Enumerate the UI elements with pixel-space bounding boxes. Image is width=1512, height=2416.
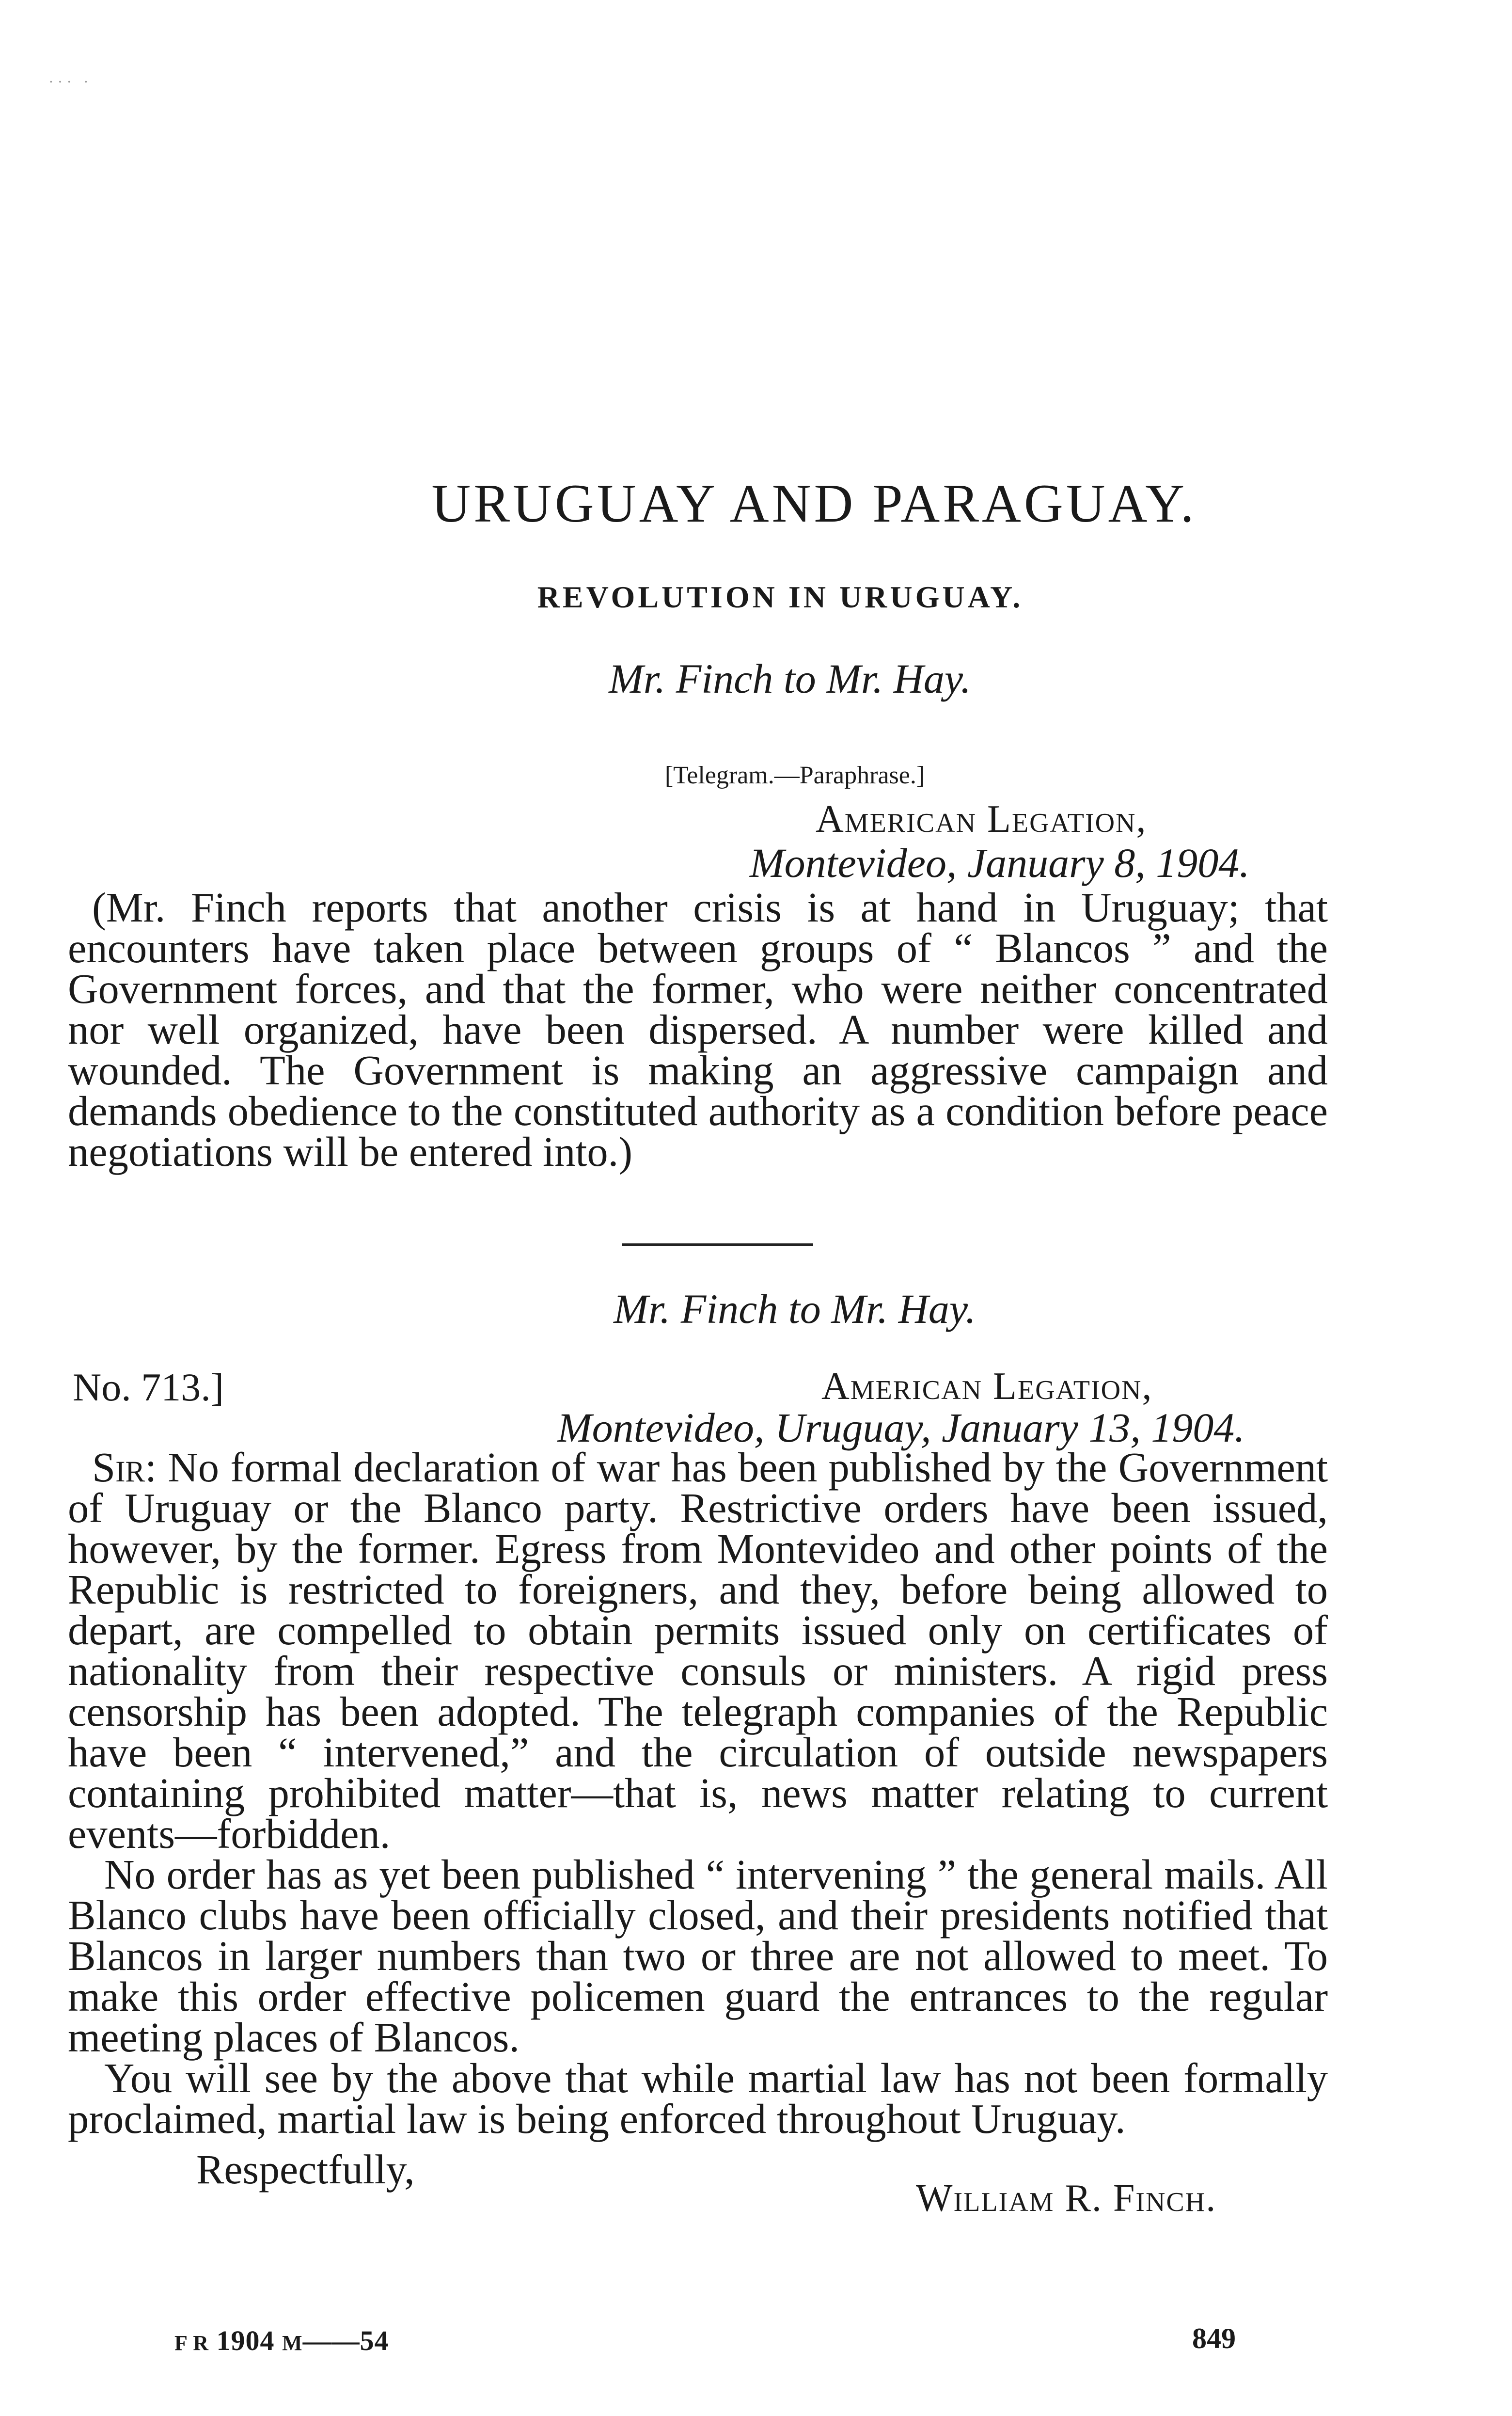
signature: William R. Finch. <box>916 2177 1217 2220</box>
section-title: REVOLUTION IN URUGUAY. <box>537 580 1024 614</box>
letter-heading: Mr. Finch to Mr. Hay. <box>614 1286 976 1332</box>
telegram-body <box>68 884 1328 1175</box>
page-number: 849 <box>1192 2322 1236 2354</box>
footer-code-suffix: ——54 <box>302 2325 389 2356</box>
footer-code-year: 1904 <box>216 2325 275 2356</box>
letter-place-date: Montevideo, Uruguay, January 13, 1904. <box>557 1404 1245 1451</box>
telegram-heading: Mr. Finch to Mr. Hay. <box>609 655 971 702</box>
section-divider <box>622 1243 813 1246</box>
letter-legation: American Legation, <box>821 1365 1153 1408</box>
page-title: URUGUAY AND PARAGUAY. <box>431 474 1197 534</box>
telegram-place-date: Montevideo, January 8, 1904. <box>750 840 1250 886</box>
letter-paragraph-1 <box>68 1444 1328 1857</box>
salutation: Sir: <box>92 1444 157 1491</box>
closing: Respectfully, <box>196 2146 415 2193</box>
dispatch-number: No. 713.] <box>73 1365 224 1409</box>
footer-code <box>174 2324 389 2357</box>
letter-paragraph-2: No order has as yet been published “ intervening ” the general mails. All Blanco clubs have been officially closed, and their presidents notified that Blancos in larger numbers than two or three are not allowed to meet. To make this order effective policemen guard the entrances to the regular meeting places of Blancos. <box>68 1851 1328 2061</box>
telegram-paragraph: (Mr. Finch reports that another crisis is at hand in Uruguay; that encounters have taken place between groups of “ Blancos ” and the Government forces, and that the former, who were neither concentrated nor well organized, have been dispersed. A number were killed and wounded. The Government is making an aggressive campaign and demands obedience to the constituted authority as a condition before peace negotiations will be entered into.) <box>68 884 1328 1175</box>
scan-specks: ··· · <box>48 73 93 90</box>
letter-paragraph-3: You will see by the above that while martial law has not been formally proclaimed, martial law is being enforced throughout Uruguay. <box>68 2055 1328 2142</box>
letter-body <box>68 1444 1328 2142</box>
paragraph-1-text: No formal declaration of war has been published by the Government of Uruguay or the Blanco party. Restrictive orders have been issued, however, by the former. Egress from Montevideo and other points of the Republic is restricted to foreigners, and they, before being allowed to depart, are compelled to obtain permits issued only on certificates of nationality from their respective consuls or ministers. A rigid press censorship has been adopted. The telegraph companies of the Republic have been “ intervened,” and the circulation of outside newspapers containing prohibited matter—that is, news matter relating to current events—forbidden. <box>68 1444 1328 1857</box>
footer-code-m: M <box>282 2331 303 2355</box>
telegram-legation: American Legation, <box>816 798 1147 841</box>
footer-code-prefix: F R <box>174 2331 209 2355</box>
telegram-note: [Telegram.—Paraphrase.] <box>664 762 925 789</box>
